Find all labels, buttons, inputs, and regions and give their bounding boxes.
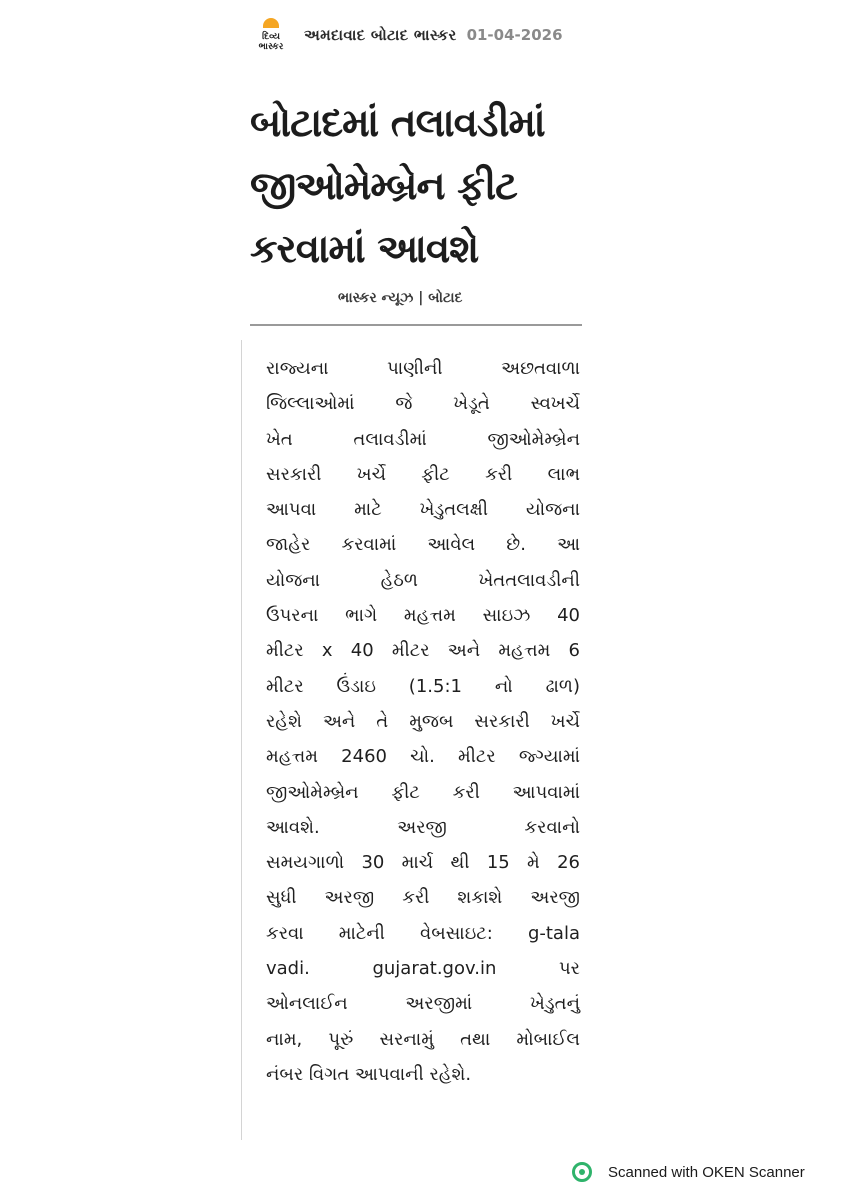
body-line: ખેત તલાવડીમાં જીઓમેમ્બ્રેન (266, 428, 580, 450)
scanner-label: Scanned with OKEN Scanner (608, 1163, 805, 1181)
body-line: સરકારી ખર્ચે ફીટ કરી લાભ (266, 463, 580, 485)
column-divider (241, 340, 242, 1140)
headline-line: બોટાદમાં તલાવડીમાં (250, 101, 545, 146)
newspaper-header (252, 16, 563, 54)
body-line: નામ, પૂરું સરનામું તથા મોબાઈલ (266, 1028, 580, 1050)
body-line: આપવા માટે ખેડુતલક્ષી યોજના (266, 499, 580, 521)
divya-bhaskar-logo (252, 16, 290, 54)
oken-scanner-icon (572, 1162, 592, 1182)
body-line: જીઓમેમ્બ્રેન ફીટ કરી આપવામાં (266, 781, 580, 803)
headline-line: કરવામાં આવશે (250, 227, 479, 272)
body-line: મીટર x 40 મીટર અને મહત્તમ 6 (266, 640, 580, 662)
article-body (266, 351, 580, 1092)
body-line: vadi. gujarat.gov.in પર (266, 958, 580, 980)
article-byline: ભાસ્કર ન્યૂઝ | બોટાદ (338, 290, 463, 306)
body-line: કરવા માટેની વેબસાઇટ: g-tala (266, 922, 580, 944)
body-line: ઓનલાઈન અરજીમાં ખેડુતનું (266, 993, 580, 1015)
byline-divider (250, 324, 582, 326)
sun-icon (263, 18, 279, 28)
publication-date: 01-04-2026 (466, 26, 563, 44)
headline-line: જીઓમેમ્બ્રેન ફીટ (250, 164, 517, 209)
body-line: નંબર વિગત આપવાની રહેશે. (266, 1063, 472, 1085)
body-line: જાહેર કરવામાં આવેલ છે. આ (266, 534, 580, 556)
edition-name: અમદાવાદ બોટાદ ભાસ્કર (304, 26, 457, 44)
article-headline (250, 92, 570, 281)
body-line: રાજ્યના પાણીની અછતવાળા (266, 358, 580, 379)
body-line: મીટર ઉંડાઇ (1.5:1 નો ઢાળ) (266, 675, 580, 697)
body-line: યોજના હેઠળ ખેતતલાવડીની (266, 569, 580, 591)
body-line: રહેશે અને તે મુજબ સરકારી ખર્ચે (266, 710, 580, 732)
body-line: સુધી અરજી કરી શકાશે અરજી (266, 887, 580, 909)
body-line: આવશે. અરજી કરવાનો (266, 816, 580, 838)
body-line: સમયગાળો 30 માર્ચ થી 15 મે 26 (266, 852, 580, 874)
scanner-watermark (572, 1160, 805, 1184)
logo-text-line-2: ભાસ્કર (258, 42, 284, 52)
body-line: મહત્તમ 2460 ચો. મીટર જ્ગ્યામાં (266, 746, 580, 768)
body-line: જિલ્લાઓમાં જે ખેડૂતે સ્વખર્ચે (266, 393, 580, 415)
logo-text-line-1: દિવ્ય (262, 32, 280, 42)
body-line: ઉપરના ભાગે મહત્તમ સાઇઝ 40 (266, 605, 580, 627)
